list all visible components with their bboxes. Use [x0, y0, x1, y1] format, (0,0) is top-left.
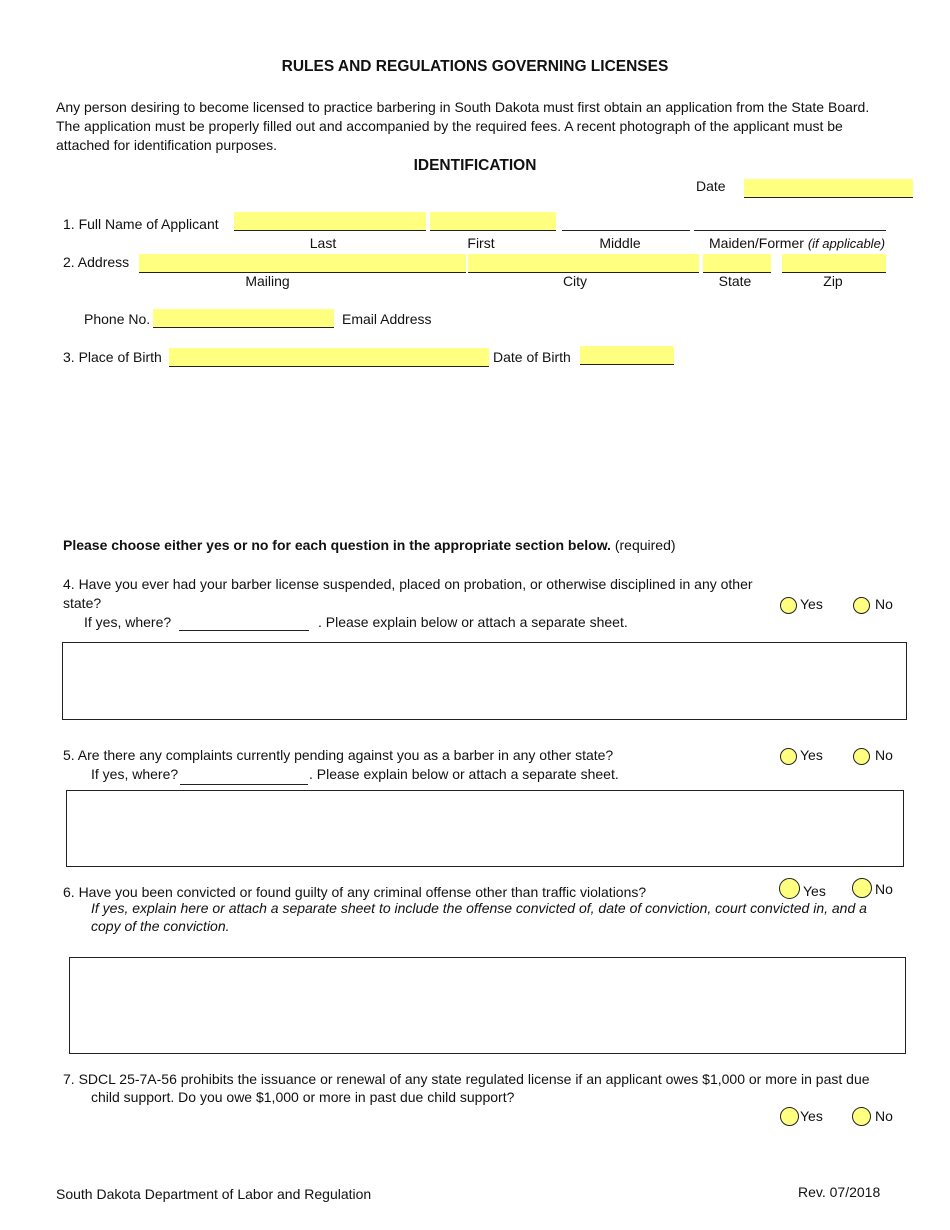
- q6-yes-label: Yes: [803, 883, 826, 899]
- state-field[interactable]: [703, 254, 771, 273]
- first-name-field[interactable]: [430, 212, 556, 231]
- city-field[interactable]: [468, 254, 699, 273]
- section-title-identification: IDENTIFICATION: [413, 157, 537, 174]
- q5-yes-label: Yes: [800, 747, 823, 763]
- q4-no-label: No: [875, 596, 893, 612]
- caption-mailing: Mailing: [245, 273, 290, 289]
- form-title: RULES AND REGULATIONS GOVERNING LICENSES: [281, 58, 669, 75]
- caption-zip: Zip: [823, 273, 843, 289]
- q4-explain-text: . Please explain below or attach a separate sheet.: [318, 614, 628, 630]
- q5-where-label: If yes, where?: [91, 766, 179, 782]
- phone-field[interactable]: [153, 309, 334, 328]
- caption-maiden: [709, 235, 885, 251]
- q7-text-line1: 7. SDCL 25-7A-56 prohibits the issuance or renewal of any state regulated license if an applicant owes $1,000 or more in past due: [63, 1071, 870, 1087]
- place-of-birth-label: 3. Place of Birth: [63, 349, 162, 365]
- instructions-note: (required): [610, 537, 676, 553]
- last-name-field[interactable]: [234, 212, 426, 231]
- caption-last: Last: [309, 235, 337, 251]
- q5-text-line1: 5. Are there any complaints currently pending against you as a barber in any other state?: [63, 747, 614, 763]
- place-of-birth-field[interactable]: [169, 348, 489, 367]
- q4-text-line2: state?: [63, 595, 102, 611]
- q4-no-radio[interactable]: [853, 597, 870, 614]
- zip-field[interactable]: [782, 254, 886, 273]
- q6-no-radio[interactable]: [852, 878, 872, 898]
- caption-city: City: [562, 273, 588, 289]
- date-of-birth-field[interactable]: [580, 346, 674, 365]
- q7-no-label: No: [875, 1108, 893, 1124]
- q4-text-line1: 4. Have you ever had your barber license suspended, placed on probation, or otherwise disciplined in any other: [63, 576, 753, 592]
- address-label: 2. Address: [63, 254, 130, 270]
- q4-yes-label: Yes: [800, 596, 823, 612]
- caption-maiden-note: (if applicable): [807, 236, 886, 251]
- q4-where-field[interactable]: [179, 614, 309, 631]
- footer-revision: Rev. 07/2018: [798, 1184, 881, 1200]
- q5-yes-radio[interactable]: [780, 748, 797, 765]
- q6-note-line1: If yes, explain here or attach a separate sheet to include the offense convicted of, date of conviction, court convicted in, and a: [91, 900, 867, 916]
- q5-explanation-box[interactable]: [66, 790, 904, 867]
- q5-no-radio[interactable]: [853, 748, 870, 765]
- q5-explain-text: . Please explain below or attach a separate sheet.: [309, 766, 619, 782]
- date-field[interactable]: [744, 179, 913, 198]
- caption-middle: Middle: [599, 235, 641, 251]
- footer-department: South Dakota Department of Labor and Regulation: [56, 1186, 372, 1202]
- phone-label: Phone No.: [84, 311, 151, 327]
- q5-no-label: No: [875, 747, 893, 763]
- caption-first: First: [467, 235, 495, 251]
- q6-text-line1: 6. Have you been convicted or found guilty of any criminal offense other than traffic violations?: [63, 884, 647, 900]
- q4-explanation-box[interactable]: [62, 642, 907, 720]
- caption-state: State: [718, 273, 752, 289]
- middle-name-field[interactable]: [562, 214, 690, 231]
- q7-yes-radio[interactable]: [780, 1107, 799, 1126]
- mailing-address-field[interactable]: [139, 254, 466, 273]
- q5-where-field[interactable]: [180, 768, 308, 785]
- q7-yes-label: Yes: [800, 1108, 823, 1124]
- q4-where-label: If yes, where?: [84, 614, 172, 630]
- q4-yes-radio[interactable]: [780, 597, 797, 614]
- intro-paragraph: Any person desiring to become licensed to practice barbering in South Dakota must first obtain an application from the State Board. The application must be properly filled out and accompanied by the required fees. A recent photograph of the applicant must be attached for identification purposes.: [56, 99, 870, 153]
- q7-text-line2: child support. Do you owe $1,000 or more in past due child support?: [91, 1089, 515, 1105]
- q7-no-radio[interactable]: [852, 1107, 871, 1126]
- q6-explanation-box[interactable]: [69, 957, 906, 1054]
- date-label: Date: [696, 178, 726, 194]
- q6-yes-radio[interactable]: [779, 878, 800, 899]
- q6-note-line2: copy of the conviction.: [91, 918, 230, 934]
- maiden-name-field[interactable]: [694, 214, 886, 231]
- full-name-label: 1. Full Name of Applicant: [63, 216, 219, 232]
- caption-maiden-text: Maiden/Former: [709, 235, 804, 251]
- questions-instructions: [63, 537, 676, 553]
- email-label: Email Address: [342, 311, 432, 327]
- instructions-bold: Please choose either yes or no for each question in the appropriate section below.: [63, 537, 611, 553]
- date-of-birth-label: Date of Birth: [493, 349, 571, 365]
- q6-no-label: No: [875, 881, 893, 897]
